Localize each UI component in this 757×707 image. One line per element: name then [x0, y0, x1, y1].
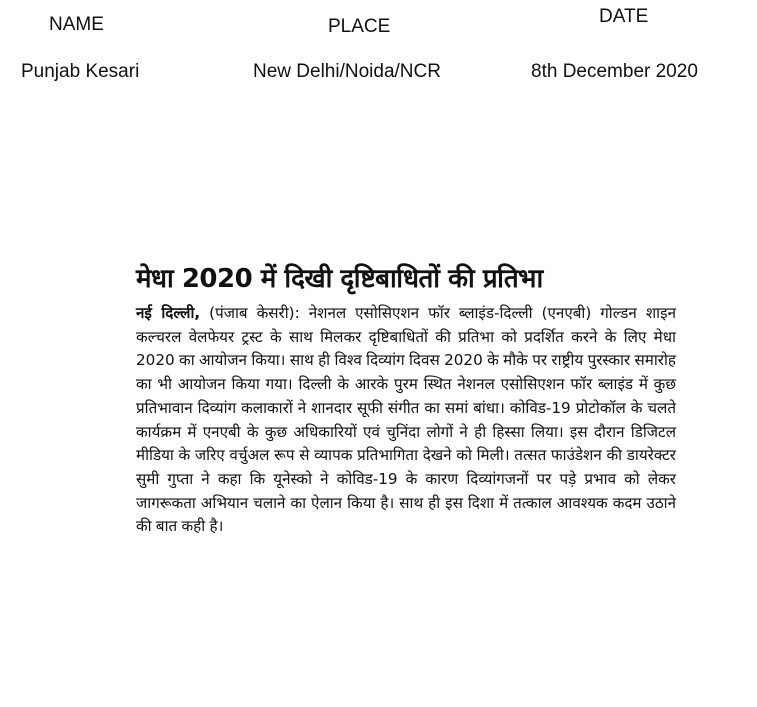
article-text: (पंजाब केसरी): नेशनल एसोसिएशन फॉर ब्लाइंड-दिल्ली (एनएबी) गोल्डन शाइन कल्चरल वेलफेयर ट्रस्ट के साथ मिलकर दृष्टिबाधितों की प्रतिभा को प्रदर्शित करने के लिए मेधा 2020 का आयोजन किया। साथ ही विश्व दिव्यांग दिवस 2020 के मौके पर राष्ट्रीय पुरस्कार समारोह का भी आयोजन किया गया। दिल्ली के आरके पुरम स्थित नेशनल एसोसिएशन फॉर ब्लाइंड में कुछ प्रतिभावान दिव्यांग कलाकारों ने शानदार सूफी संगीत का समां बांधा। कोविड-19 प्रोटोकॉल के चलते कार्यक्रम में एनएबी के कुछ अधिकारियों एवं चुनिंदा लोगों ने ही हिस्सा लिया। इस दौरान डिजिटल मीडिया के जरिए वर्चुअल रूप से व्यापक प्रतिभागिता देखने को मिली। तत्सत फाउंडेशन की डायरेक्टर सुमी गुप्ता ने कहा कि यूनेस्को ने कोविड-19 के कारण दिव्यांगजनों पर पड़े प्रभाव को लेकर जागरूकता अभियान चलाने का ऐलान किया है। साथ ही इस दिशा में तत्काल आवश्यक कदम उठाने की बात कही है।	[136, 304, 676, 536]
place-label: PLACE	[328, 16, 391, 37]
article-body	[136, 302, 676, 539]
name-label: NAME	[49, 14, 104, 35]
article-headline: मेधा 2020 में दिखी दृष्टिबाधितों की प्रतिभा	[136, 264, 543, 294]
article-dateline: नई दिल्ली,	[136, 304, 201, 322]
news-clipping	[136, 258, 676, 539]
publication-name: Punjab Kesari	[21, 61, 140, 82]
publication-place: New Delhi/Noida/NCR	[253, 61, 441, 82]
publication-date: 8th December 2020	[531, 61, 698, 82]
date-label: DATE	[599, 6, 649, 27]
